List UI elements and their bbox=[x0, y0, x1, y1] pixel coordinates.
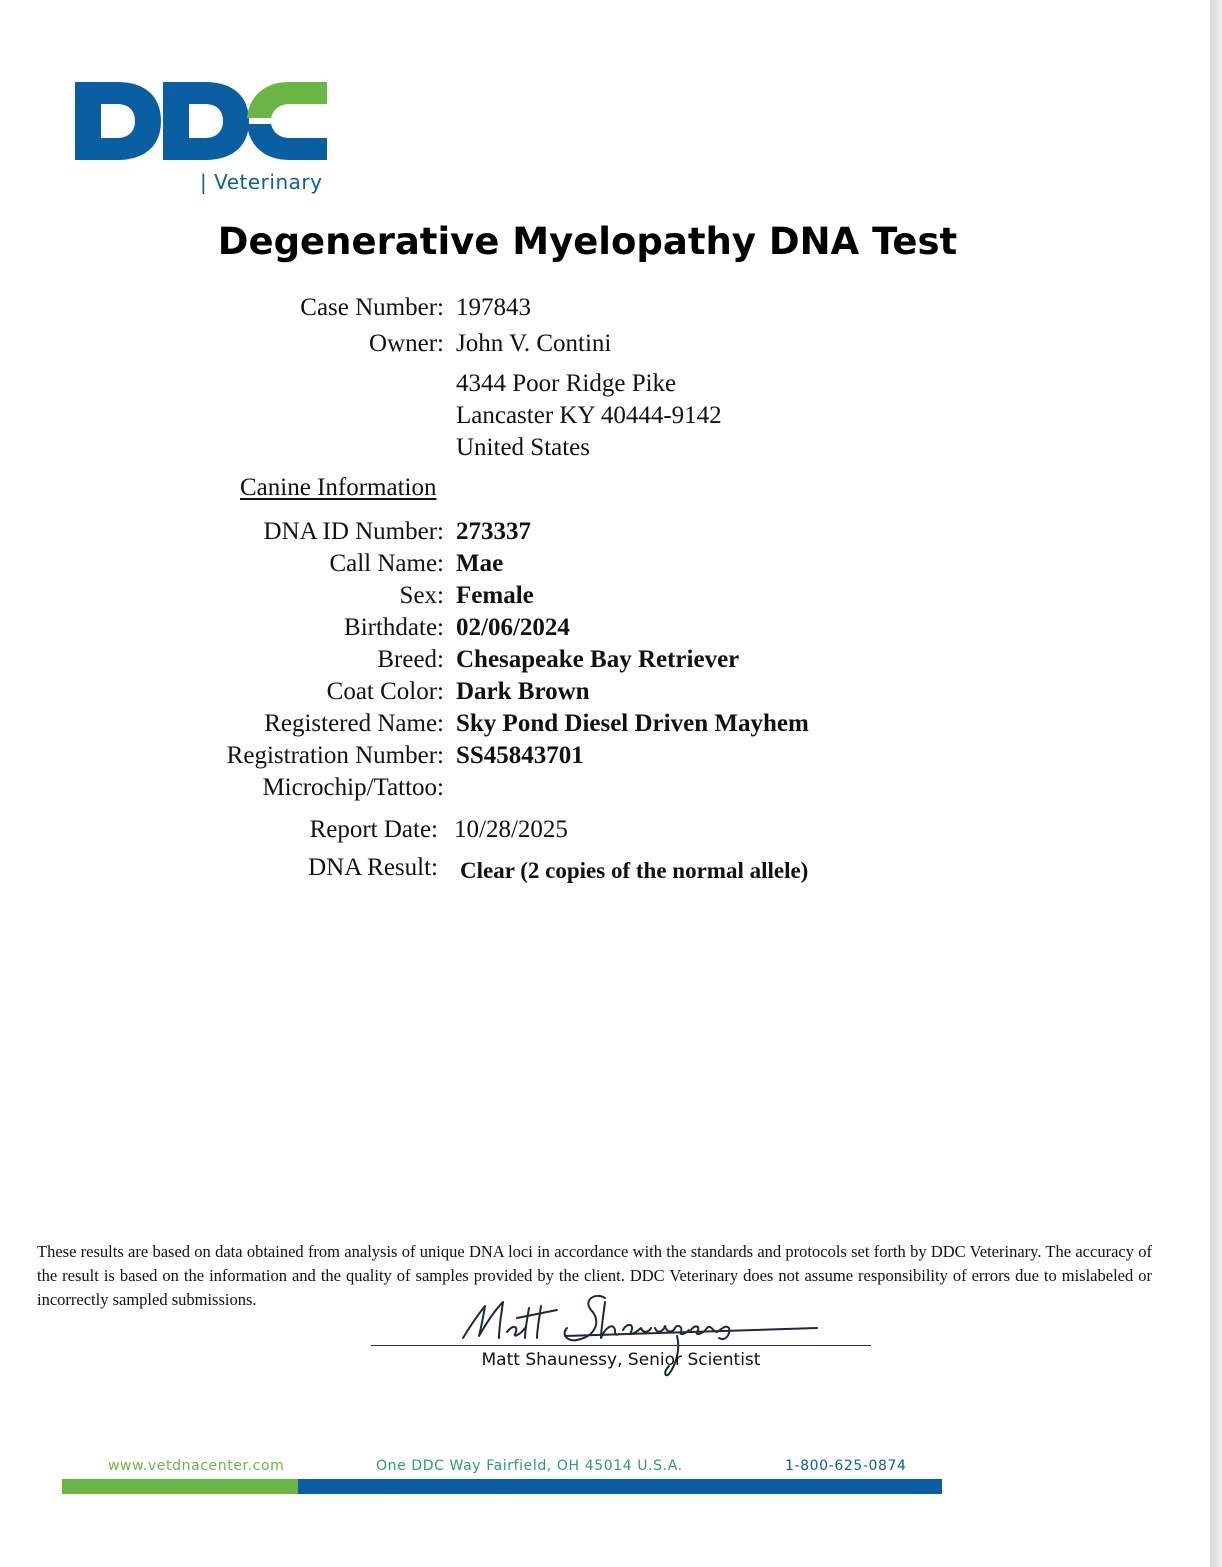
canine-field-row bbox=[0, 676, 1000, 708]
owner-address-line3: United States bbox=[456, 434, 591, 461]
dna-result-label: DNA Result: bbox=[308, 854, 438, 881]
field-label: Registration Number: bbox=[226, 742, 444, 769]
field-label: Birthdate: bbox=[344, 614, 444, 641]
canine-field-row bbox=[0, 548, 1000, 580]
case-number-label: Case Number: bbox=[300, 294, 444, 321]
dna-id-value: 273337 bbox=[456, 518, 531, 545]
dna-result-row bbox=[0, 852, 1000, 884]
report-date-label: Report Date: bbox=[309, 816, 438, 843]
canine-info-heading: Canine Information bbox=[240, 474, 437, 501]
canine-field-row bbox=[0, 644, 1000, 676]
field-label: Coat Color: bbox=[326, 678, 444, 705]
field-label: Sex: bbox=[399, 582, 444, 609]
canine-field-row bbox=[0, 740, 1000, 772]
canine-field-row bbox=[0, 516, 1000, 548]
canine-field-row bbox=[0, 612, 1000, 644]
owner-address-line1: 4344 Poor Ridge Pike bbox=[456, 370, 677, 397]
breed-value: Chesapeake Bay Retriever bbox=[456, 646, 740, 673]
dna-result-value: Clear (2 copies of the normal allele) bbox=[460, 858, 809, 883]
signature-line bbox=[371, 1345, 871, 1346]
footer-address: One DDC Way Fairfield, OH 45014 U.S.A. bbox=[376, 1458, 683, 1474]
footer-bar-blue bbox=[298, 1479, 942, 1494]
owner-address-line2: Lancaster KY 40444-9142 bbox=[456, 402, 722, 429]
logo-subtitle: | Veterinary bbox=[200, 170, 323, 194]
field-label: Breed: bbox=[377, 646, 444, 673]
registration-number-value: SS45843701 bbox=[456, 742, 584, 769]
canine-field-row bbox=[0, 772, 1000, 804]
field-label: DNA ID Number: bbox=[263, 518, 444, 545]
case-number-row bbox=[0, 292, 1000, 324]
owner-label: Owner: bbox=[369, 330, 444, 357]
report-date-value: 10/28/2025 bbox=[454, 816, 568, 843]
registered-name-value: Sky Pond Diesel Driven Mayhem bbox=[456, 710, 809, 737]
field-label: Registered Name: bbox=[264, 710, 444, 737]
canine-field-row bbox=[0, 708, 1000, 740]
disclaimer-text: These results are based on data obtained from analysis of unique DNA loci in accordance with the standards and protocols set forth by DDC Veterinary. The accuracy of the result is based on the information and the quality of samples provided by the client. DDC Veterinary does not assume responsibility of errors due to mislabeled or incorrectly sampled submissions. bbox=[37, 1242, 1152, 1309]
canine-field-row bbox=[0, 580, 1000, 612]
birthdate-value: 02/06/2024 bbox=[456, 614, 570, 641]
document-title: Degenerative Myelopathy DNA Test bbox=[217, 220, 958, 263]
page-edge bbox=[1210, 0, 1222, 1567]
case-number-value: 197843 bbox=[456, 294, 531, 321]
owner-name: John V. Contini bbox=[456, 330, 612, 357]
call-name-value: Mae bbox=[456, 550, 504, 577]
field-label: Call Name: bbox=[329, 550, 444, 577]
signatory-name: Matt Shaunessy, Senior Scientist bbox=[481, 1350, 761, 1370]
sex-value: Female bbox=[456, 582, 534, 609]
footer-phone: 1-800-625-0874 bbox=[785, 1458, 907, 1474]
footer-website: www.vetdnacenter.com bbox=[108, 1458, 285, 1474]
footer-bar-green bbox=[62, 1479, 298, 1494]
report-date-row bbox=[0, 814, 1000, 846]
field-label: Microchip/Tattoo: bbox=[262, 774, 444, 801]
owner-row bbox=[0, 328, 1000, 360]
coat-color-value: Dark Brown bbox=[456, 678, 590, 705]
